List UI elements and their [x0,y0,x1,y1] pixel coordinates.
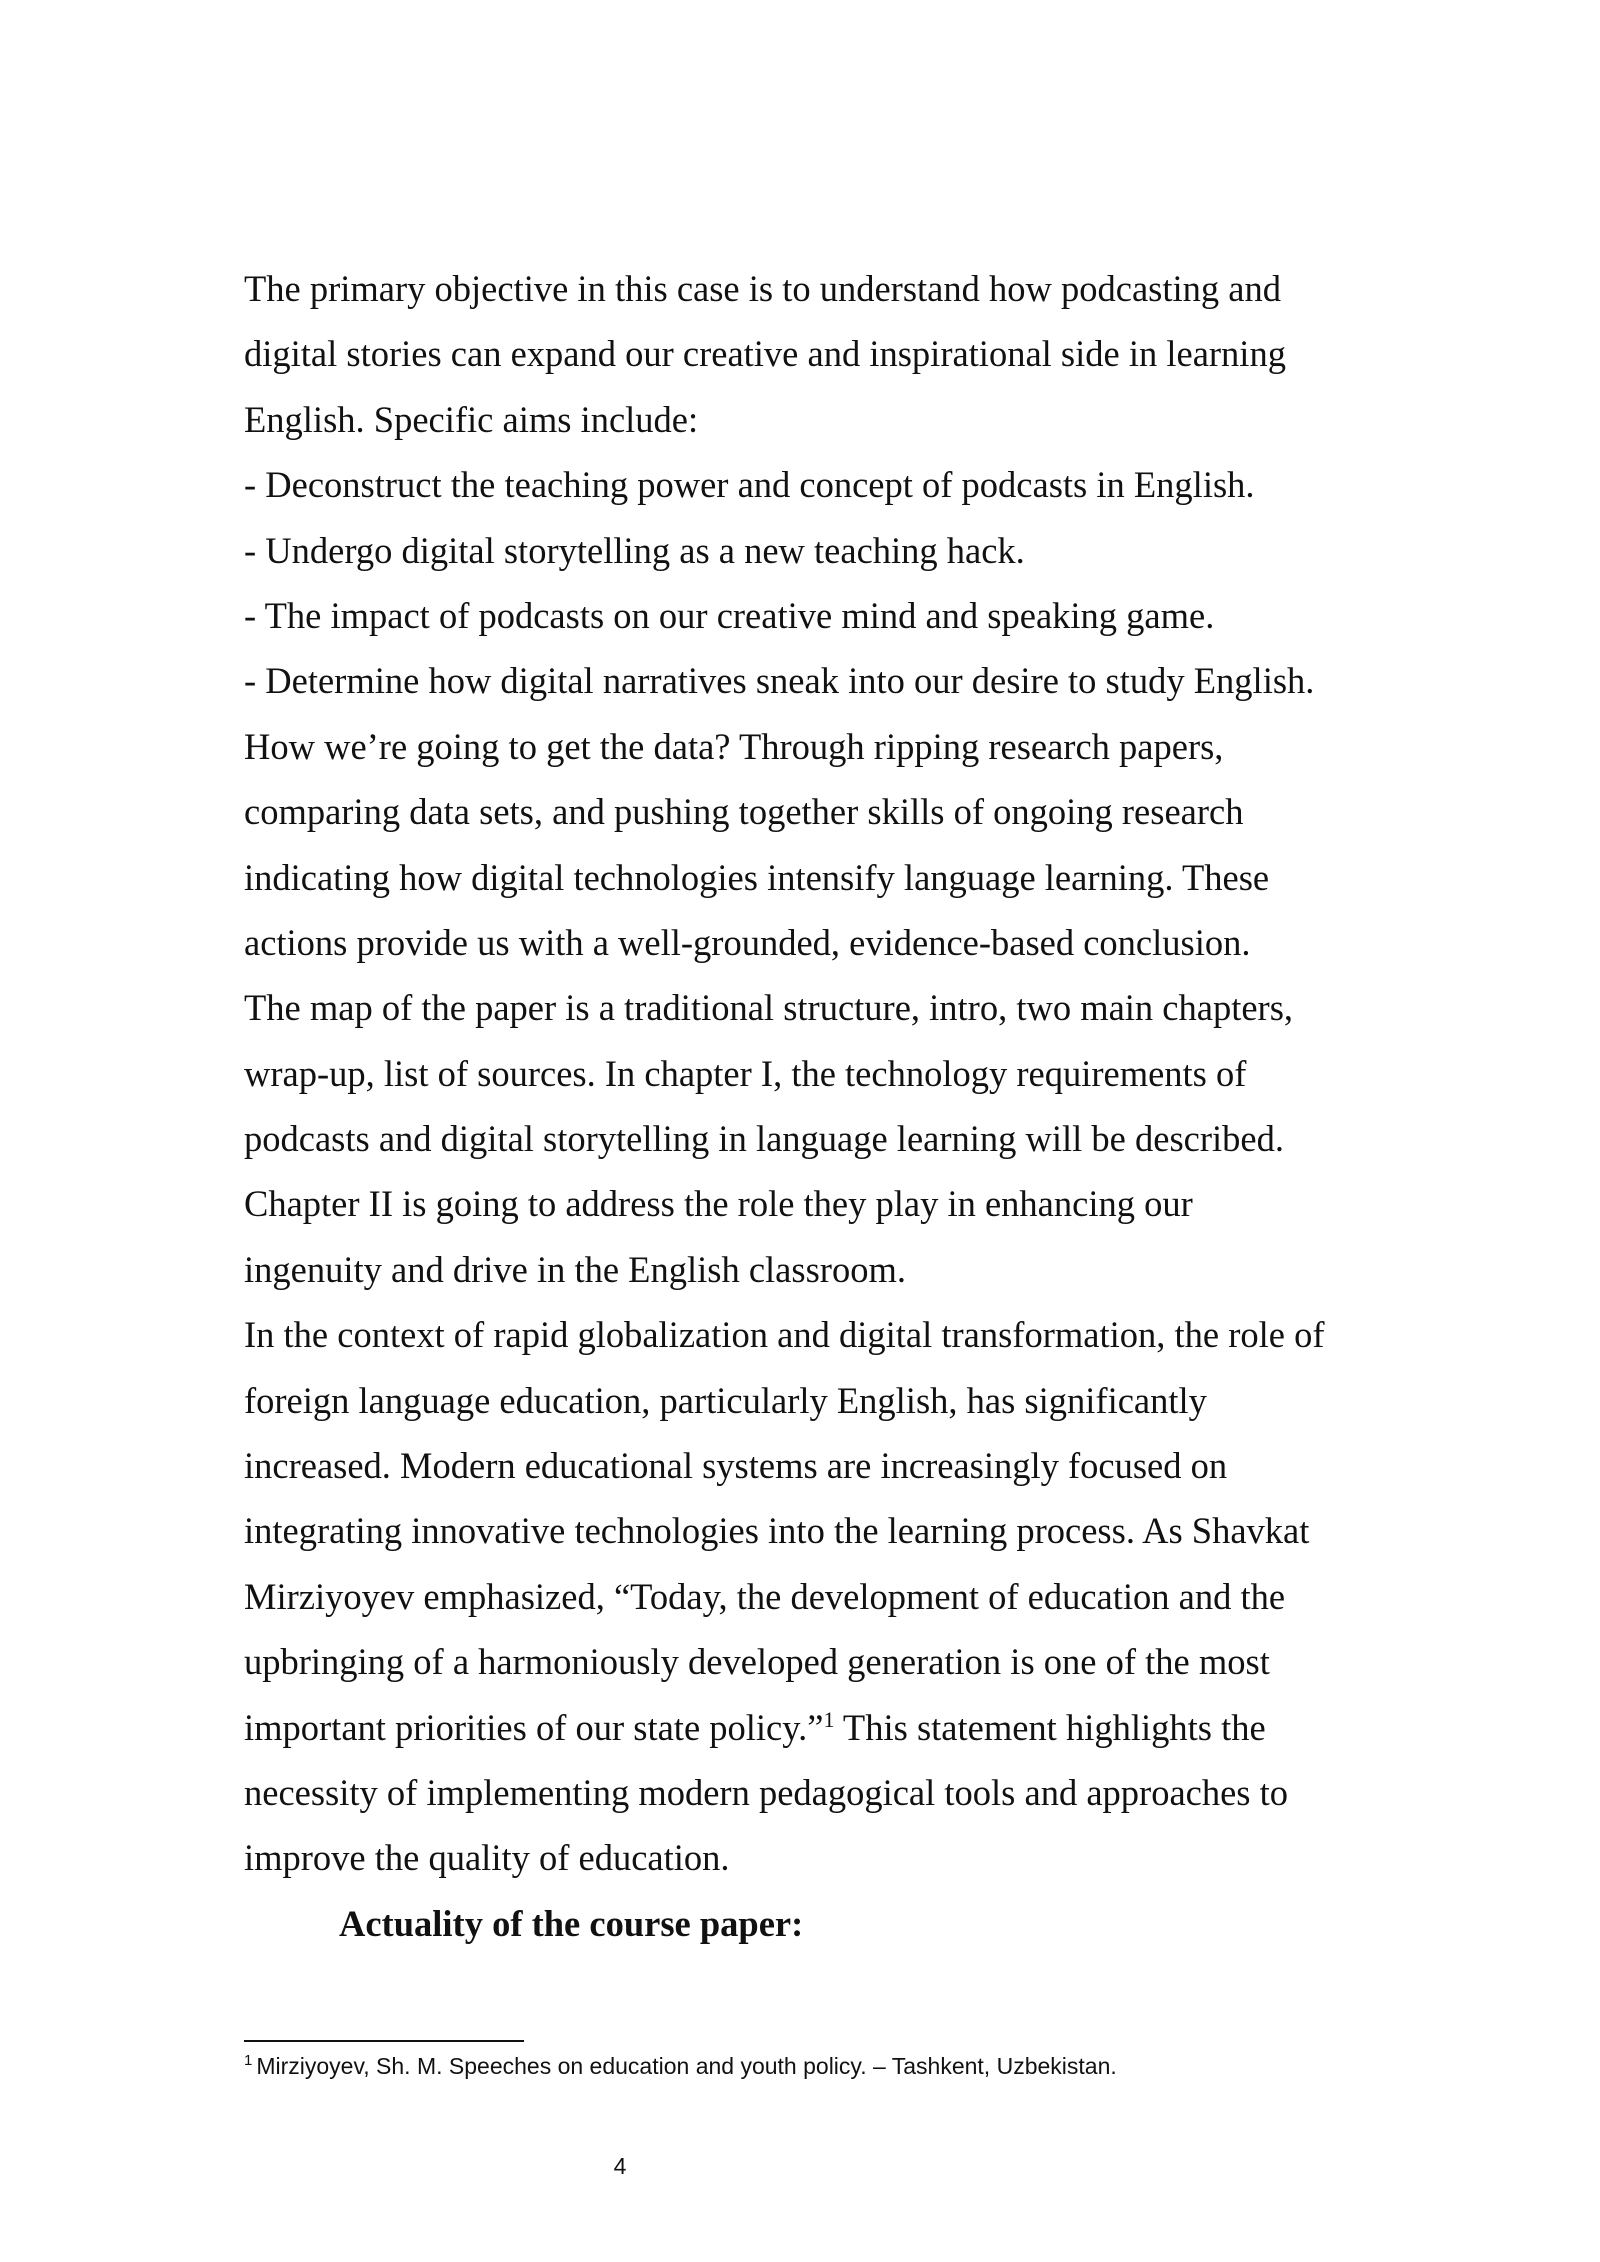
list-item: - Deconstruct the teaching power and concept of podcasts in English. [244,464,1255,506]
text-line: The primary objective in this case is to understand how podcasting and [244,268,1281,309]
text-line: necessity of implementing modern pedagogical tools and approaches to [244,1771,1289,1813]
page-number: 4 [613,2153,627,2179]
text-line: wrap-up, list of sources. In chapter I, the technology requirements of [244,1052,1247,1094]
list-item: - Undergo digital storytelling as a new teaching hack. [244,529,1025,571]
text-line: indicating how digital technologies intensify language learning. These [244,856,1270,898]
quote-text: important priorities of our state policy.” [244,1706,824,1748]
footnote [244,2050,1384,2082]
text-line: Mirziyoyev emphasized, “Today, the development of education and the [244,1575,1286,1617]
text-line: upbringing of a harmoniously developed generation is one of the most [244,1641,1270,1683]
text-line: ingenuity and drive in the English classroom. [244,1248,906,1290]
text-line: In the context of rapid globalization and digital transformation, the role of [244,1314,1325,1356]
text-line: The map of the paper is a traditional structure, intro, two main chapters, [244,987,1294,1029]
footnote-number: 1 [244,2052,253,2070]
text-line: podcasts and digital storytelling in language learning will be described. [244,1118,1284,1160]
quote-line [244,1695,1384,1760]
list-item: - The impact of podcasts on our creative mind and speaking game. [244,594,1215,636]
text-line: improve the quality of education. [244,1837,730,1879]
text-line: actions provide us with a well-grounded, evidence-based conclusion. [244,921,1251,963]
quote-continuation: This statement highlights the [834,1706,1266,1748]
text-line: integrating innovative technologies into the learning process. As Shavkat [244,1510,1310,1552]
text-line: Chapter II is going to address the role they play in enhancing our [244,1183,1193,1225]
footnote-text: Mirziyoyev, Sh. M. Speeches on education and youth policy. – Tashkent, Uzbekistan. [256,2053,1117,2079]
text-line: comparing data sets, and pushing together skills of ongoing research [244,791,1244,833]
body-text [244,256,1384,1956]
text-line: How we’re going to get the data? Through ripping research papers, [244,725,1224,767]
footnote-divider [244,2040,524,2042]
section-heading: Actuality of the course paper: [339,1902,804,1944]
list-item: - Determine how digital narratives sneak into our desire to study English. [244,660,1315,702]
footnote-reference[interactable]: 1 [823,1706,835,1732]
text-line: foreign language education, particularly English, has significantly [244,1379,1207,1421]
text-line: English. Specific aims include: [244,398,699,440]
text-line: digital stories can expand our creative and inspirational side in learning [244,333,1286,375]
text-line: increased. Modern educational systems are increasingly focused on [244,1445,1228,1487]
